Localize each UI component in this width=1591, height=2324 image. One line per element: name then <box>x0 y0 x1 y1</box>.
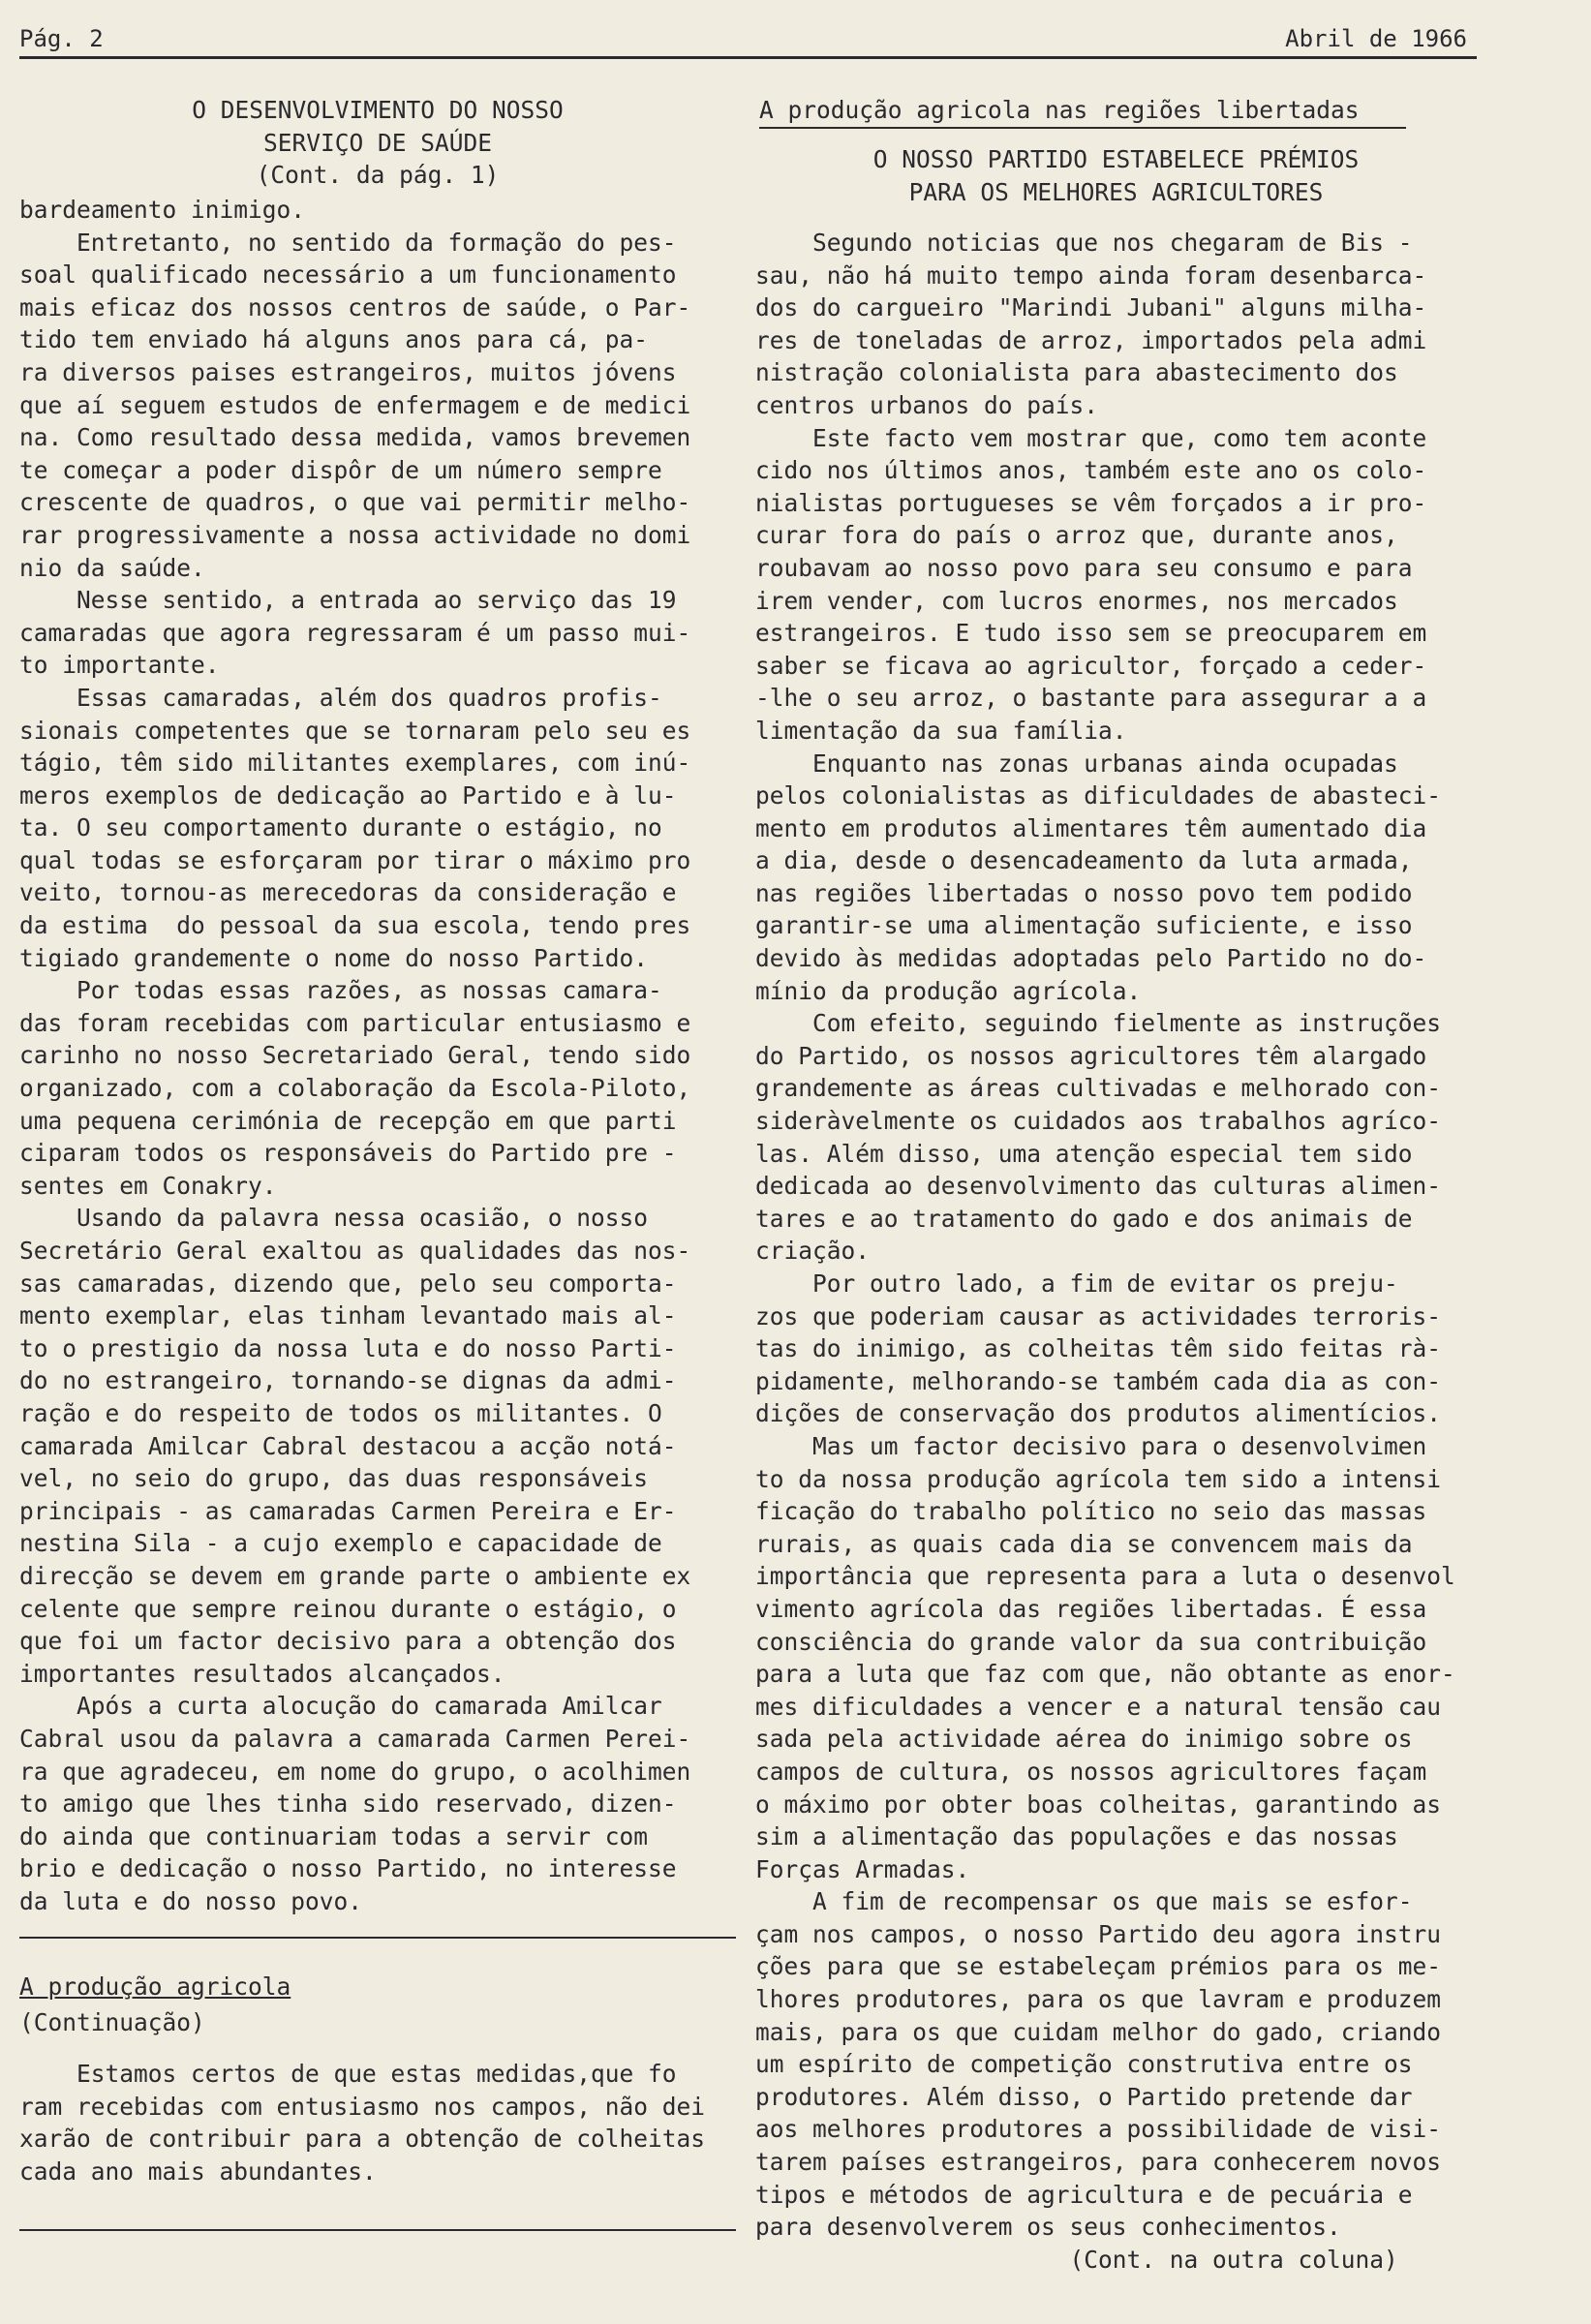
body-line: to importante. <box>19 651 220 680</box>
body-line: nas regiões libertadas o nosso povo tem podido <box>755 878 1413 907</box>
body-line: sada pela actividade aérea do inimigo sobre os <box>755 1725 1413 1754</box>
body-line: curar fora do país o arroz que, durante anos, <box>755 521 1398 550</box>
body-line: tigiado grandemente o nome do nosso Partido. <box>19 943 649 972</box>
kicker-text: A produção agricola nas regiões libertadas <box>759 96 1360 124</box>
body-line: consciência do grande valor da sua contribuição <box>755 1627 1427 1656</box>
body-line: importantes resultados alcançados. <box>19 1659 505 1688</box>
body-line: ções para que se estabeleçam prémios para os me- <box>755 1952 1442 1981</box>
body-line: nestina Sila - a cujo exemplo e capacidade de <box>19 1529 662 1558</box>
section-divider <box>19 1937 736 1939</box>
body-line: grandemente as áreas cultivadas e melhorado con- <box>755 1074 1442 1103</box>
section-title: A produção agricola <box>19 1972 291 2001</box>
body-line: to amigo que lhes tinha sido reservado, dizen- <box>19 1789 677 1819</box>
section-subtitle: (Continuação) <box>19 2007 205 2036</box>
body-line: Enquanto nas zonas urbanas ainda ocupadas <box>755 749 1398 778</box>
body-line: pelos colonialistas as dificuldades de abasteci- <box>755 781 1442 810</box>
body-line: meros exemplos de dedicação ao Partido e à lu- <box>19 780 677 810</box>
body-line: brio e dedicação o nosso Partido, no interesse <box>19 1854 677 1883</box>
body-line: bardeamento inimigo. <box>19 196 306 224</box>
body-line: Por todas essas razões, as nossas camara- <box>19 976 662 1005</box>
body-line: to o prestigio da nossa luta e do nosso Parti- <box>19 1333 677 1362</box>
body-line: tágio, têm sido militantes exemplares, com inú- <box>19 749 691 778</box>
body-line: Nesse sentido, a entrada ao serviço das 19 <box>19 586 677 615</box>
body-line: da luta e do nosso povo. <box>19 1886 363 1915</box>
body-line: da estima do pessoal da sua escola, tendo pres <box>19 911 691 940</box>
body-line: las. Além disso, uma atenção especial tem sido <box>755 1139 1413 1168</box>
body-line: Mas um factor decisivo para o desenvolvimen <box>755 1431 1427 1460</box>
body-line: camaradas que agora regressaram é um passo mui- <box>19 618 691 647</box>
body-line: Este facto vem mostrar que, como tem aconte <box>755 423 1427 452</box>
body-line: crescente de quadros, o que vai permitir melho- <box>19 488 691 517</box>
body-line: garantir-se uma alimentação suficiente, e isso <box>755 911 1413 940</box>
body-line: ração e do respeito de todos os militantes. O <box>19 1398 662 1427</box>
body-line: roubavam ao nosso povo para seu consumo e para <box>755 553 1413 582</box>
body-line: do ainda que continuariam todas a servir com <box>19 1821 649 1850</box>
body-line: Com efeito, seguindo fielmente as instruções <box>755 1009 1442 1038</box>
body-line: rurais, as quais cada dia se convencem mais da <box>755 1529 1413 1558</box>
body-line: ra diversos paises estrangeiros, muitos jóvens <box>19 357 677 386</box>
title-line: SERVIÇO DE SAÚDE <box>262 128 492 157</box>
body-line: (Cont. na outra coluna) <box>755 2245 1398 2274</box>
body-line: pidamente, melhorando-se também cada dia as con- <box>755 1366 1442 1395</box>
body-line: sionais competentes que se tornaram pelo seu es <box>19 716 691 745</box>
body-line: xarão de contribuir para a obtenção de colheitas <box>19 2125 706 2154</box>
body-line: Essas camaradas, além dos quadros profis- <box>19 683 662 712</box>
body-line: das foram recebidas com particular entusiasmo e <box>19 1008 691 1037</box>
body-line: do no estrangeiro, tornando-se dignas da admi- <box>19 1366 677 1395</box>
body-line: Usando da palavra nessa ocasião, o nosso <box>19 1204 649 1233</box>
body-line: sentes em Conakry. <box>19 1171 277 1200</box>
body-line: saber se ficava ao agricultor, forçado a ceder- <box>755 651 1427 680</box>
body-line: Após a curta alocução do camarada Amilcar <box>19 1692 662 1721</box>
body-line: Secretário Geral exaltou as qualidades das nos- <box>19 1237 691 1265</box>
issue-date: Abril de 1966 <box>1285 25 1467 52</box>
body-line: mes dificuldades a vencer e a natural tensão cau <box>755 1692 1442 1721</box>
body-line: sau, não há muito tempo ainda foram desenbarca- <box>755 260 1427 290</box>
bottom-divider <box>19 2229 736 2231</box>
body-line: Entretanto, no sentido da formação do pes- <box>19 228 677 257</box>
body-line: carinho no nosso Secretariado Geral, tendo sido <box>19 1041 691 1070</box>
body-line: vel, no seio do grupo, das duas responsáveis <box>19 1464 649 1493</box>
body-line: importância que representa para a luta o desenvol <box>755 1562 1455 1591</box>
body-line: do Partido, os nossos agricultores têm alargado <box>755 1041 1427 1070</box>
page-header <box>19 25 1467 56</box>
body-line: para desenvolverem os seus conhecimentos. <box>755 2213 1341 2242</box>
body-line: o máximo por obter boas colheitas, garantindo as <box>755 1789 1442 1819</box>
agriculture-kicker <box>755 94 1477 127</box>
body-line: qual todas se esforçaram por tirar o máximo pro <box>19 845 691 874</box>
body-line: sideràvelmente os cuidados aos trabalhos agríco- <box>755 1107 1442 1136</box>
body-line: res de toneladas de arroz, importados pela admi <box>755 325 1427 354</box>
health-article-title <box>19 94 736 192</box>
body-line: tas do inimigo, as colheitas têm sido feitas rà- <box>755 1334 1442 1363</box>
body-line: ta. O seu comportamento durante o estágio, no <box>19 813 662 842</box>
body-line: um espírito de competição construtiva entre os <box>755 2050 1413 2079</box>
page-number: Pág. 2 <box>19 25 104 52</box>
body-line: zos que poderiam causar as actividades terroris- <box>755 1301 1442 1330</box>
body-line: mais, para os que cuidam melhor do gado, criando <box>755 2017 1442 2046</box>
body-line: criação. <box>755 1237 871 1266</box>
body-line: sas camaradas, dizendo que, pelo seu comporta- <box>19 1269 677 1298</box>
body-line: Forças Armadas. <box>755 1854 970 1883</box>
body-line: devido às medidas adoptadas pelo Partido no do- <box>755 944 1427 973</box>
body-line: celente que sempre reinou durante o estágio, o <box>19 1594 677 1623</box>
body-line: a dia, desde o desencadeamento da luta armada, <box>755 846 1413 875</box>
body-line: çam nos campos, o nosso Partido deu agora instru <box>755 1919 1442 1948</box>
body-line: produtores. Além disso, o Partido pretende dar <box>755 2082 1413 2111</box>
body-line: tido tem enviado há alguns anos para cá, pa- <box>19 325 649 354</box>
body-line: cada ano mais abundantes. <box>19 2156 377 2186</box>
body-line: que aí seguem estudos de enfermagem e de medici <box>19 390 691 419</box>
body-line: soal qualificado necessário a um funcionamento <box>19 260 677 290</box>
agriculture-continuation <box>19 1971 736 2188</box>
agriculture-article-body <box>755 227 1477 2276</box>
body-line: te começar a poder dispôr de um número sempre <box>19 455 662 484</box>
body-line: nialistas portugueses se vêm forçados a ir pro- <box>755 488 1427 517</box>
body-line: ram recebidas com entusiasmo nos campos, não dei <box>19 2092 706 2121</box>
body-line: centros urbanos do país. <box>755 390 1099 419</box>
body-line: cido nos últimos anos, também este ano os colo- <box>755 456 1427 485</box>
body-line: ciparam todos os responsáveis do Partido pre - <box>19 1139 677 1168</box>
body-line: ficação do trabalho político no seio das massas <box>755 1497 1427 1526</box>
body-line: na. Como resultado dessa medida, vamos brevemen <box>19 423 691 452</box>
body-line: nistração colonialista para abastecimento dos <box>755 358 1398 387</box>
body-line: sim a alimentação das populações e das nossas <box>755 1822 1398 1851</box>
body-line: camarada Amilcar Cabral destacou a acção notá- <box>19 1431 677 1460</box>
title-line: (Cont. da pág. 1) <box>256 161 500 190</box>
body-line: dedicada ao desenvolvimento das culturas alimen- <box>755 1172 1442 1201</box>
body-line: mento exemplar, elas tinham levantado mais al- <box>19 1301 677 1330</box>
body-line: direcção se devem em grande parte o ambiente ex <box>19 1561 691 1590</box>
body-line: tipos e métodos de agricultura e de pecuária e <box>755 2180 1413 2209</box>
agriculture-headline <box>755 143 1477 208</box>
body-line: irem vender, com lucros enormes, nos mercados <box>755 586 1398 615</box>
body-line: mais eficaz dos nossos centros de saúde, o Par- <box>19 292 691 321</box>
headline-line: PARA OS MELHORES AGRICULTORES <box>908 177 1324 206</box>
body-line: uma pequena cerimónia de recepção em que parti <box>19 1106 677 1135</box>
kicker-rule <box>759 127 1406 129</box>
body-line: dos do cargueiro "Marindi Jubani" alguns milha- <box>755 293 1427 322</box>
body-line: limentação da sua família. <box>755 716 1127 745</box>
body-line: campos de cultura, os nossos agricultores façam <box>755 1757 1427 1786</box>
title-line: O DESENVOLVIMENTO DO NOSSO <box>192 96 564 124</box>
body-line: organizado, com a colaboração da Escola-Piloto, <box>19 1074 691 1103</box>
body-line: dições de conservação dos produtos alimentícios. <box>755 1399 1442 1428</box>
body-line: rar progressivamente a nossa actividade no domi <box>19 520 691 549</box>
body-line: mento em produtos alimentares têm aumentado dia <box>755 813 1427 842</box>
body-line: Por outro lado, a fim de evitar os preju- <box>755 1269 1398 1298</box>
body-line: estrangeiros. E tudo isso sem se preocuparem em <box>755 619 1427 648</box>
body-line: vimento agrícola das regiões libertadas. É essa <box>755 1594 1427 1623</box>
body-line: principais - as camaradas Carmen Pereira e Er- <box>19 1496 677 1525</box>
body-line: Segundo noticias que nos chegaram de Bis - <box>755 229 1413 257</box>
headline-line: O NOSSO PARTIDO ESTABELECE PRÉMIOS <box>872 145 1360 173</box>
body-line: nio da saúde. <box>19 553 205 582</box>
body-line: que foi um factor decisivo para a obtenção dos <box>19 1627 677 1656</box>
body-line: to da nossa produção agrícola tem sido a intensi <box>755 1464 1442 1493</box>
body-line: tares e ao tratamento do gado e dos animais de <box>755 1204 1413 1233</box>
body-line: aos melhores produtores a possibilidade de visi- <box>755 2115 1442 2144</box>
body-line: veito, tornou-as merecedoras da consideração e <box>19 878 677 907</box>
body-line: para a luta que faz com que, não obtante as enor- <box>755 1660 1455 1689</box>
body-line: mínio da produção agrícola. <box>755 976 1142 1005</box>
health-article-body <box>19 194 736 1917</box>
body-line: Estamos certos de que estas medidas,que fo <box>19 2060 677 2089</box>
body-line: tarem países estrangeiros, para conhecerem novos <box>755 2148 1442 2177</box>
body-line: Cabral usou da palavra a camarada Carmen Perei- <box>19 1724 691 1753</box>
header-rule <box>19 56 1477 59</box>
body-line: ra que agradeceu, em nome do grupo, o acolhimen <box>19 1757 691 1786</box>
body-line: A fim de recompensar os que mais se esfor- <box>755 1887 1413 1916</box>
body-line: -lhe o seu arroz, o bastante para assegurar a a <box>755 684 1427 713</box>
body-line: lhores produtores, para os que lavram e produzem <box>755 1985 1442 2014</box>
